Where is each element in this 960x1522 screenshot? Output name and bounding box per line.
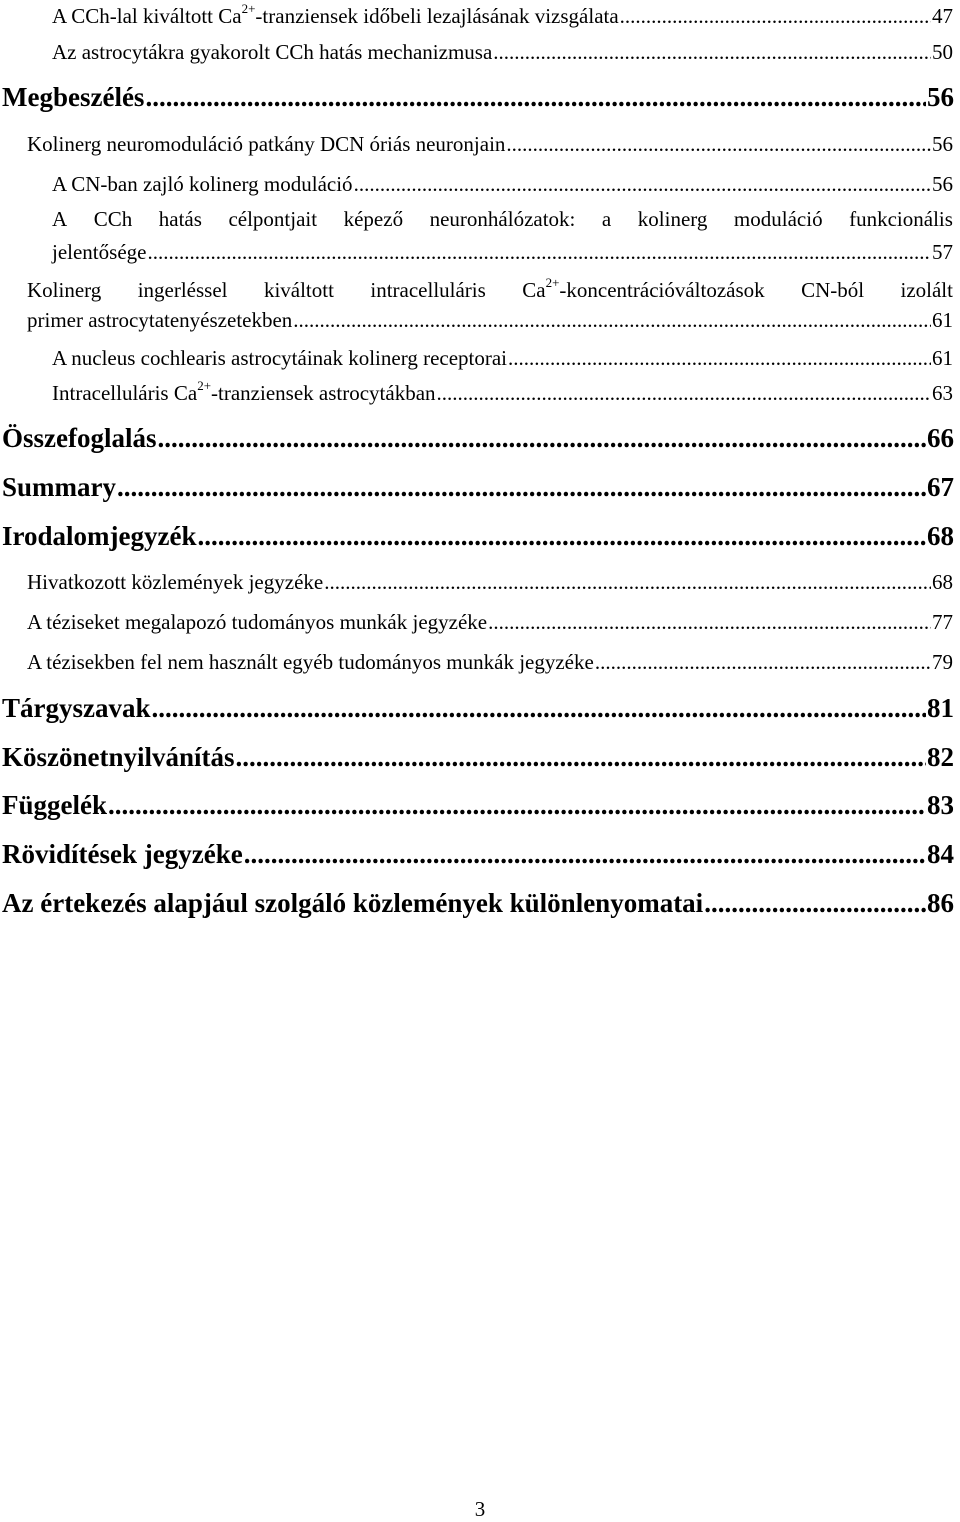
dot-leader (488, 610, 931, 635)
toc-chapter-title: Megbeszélés (2, 82, 145, 112)
toc-word: kolinerg (637, 207, 708, 231)
toc-entry-title: Kolinerg neuromoduláció patkány DCN óriás neuronjain (27, 132, 506, 156)
toc-word: $Ca^{2+}$-koncentrációváltozások (522, 275, 765, 302)
toc-chapter (2, 839, 954, 870)
toc-entry (27, 570, 953, 595)
toc-page-number: 63 (932, 381, 953, 405)
toc-page-number: 56 (927, 82, 954, 112)
toc-page-number: 66 (927, 423, 954, 453)
toc-chapter-title: Függelék (2, 790, 107, 820)
toc-word: A (52, 207, 68, 231)
dot-leader (158, 423, 927, 454)
toc-chapter-title: Összefoglalás (2, 423, 157, 453)
toc-entry-line (27, 275, 953, 303)
toc-chapter-title: Rövidítések jegyzéke (2, 839, 243, 869)
page-number: 3 (474, 1497, 486, 1521)
toc-entry (27, 132, 953, 157)
toc-word: ingerléssel (137, 278, 228, 302)
toc-chapter (2, 423, 954, 454)
toc-word: neuronhálózatok: (429, 207, 576, 231)
dot-leader (145, 82, 926, 113)
toc-page-number: 56 (932, 172, 953, 196)
dot-leader (117, 472, 926, 503)
dot-leader (595, 650, 931, 675)
toc-page-number: 79 (932, 650, 953, 674)
dot-leader (197, 521, 926, 552)
dot-leader (244, 839, 926, 870)
toc-chapter-title: Az értekezés alapjául szolgáló közlemények különlenyomatai (2, 888, 704, 918)
dot-leader (493, 40, 931, 65)
toc-entry-title: A CCh-lal kiváltott $Ca^{2+}$-tranziensek időbeli lezajlásának vizsgálata (52, 1, 619, 28)
toc-word: CN-ból (801, 278, 865, 302)
toc-entry (52, 240, 953, 265)
toc-page-number: 81 (927, 693, 954, 723)
dot-leader (324, 570, 931, 595)
toc-page-number: 67 (927, 472, 954, 502)
toc-entry (52, 172, 953, 197)
toc-page-number: 82 (927, 742, 954, 772)
toc-word: funkcionális (849, 207, 953, 231)
toc-word: Kolinerg (27, 278, 102, 302)
dot-leader (508, 346, 931, 371)
toc-entry (27, 650, 953, 675)
toc-page-number: 86 (927, 888, 954, 918)
toc-word: CCh (93, 207, 133, 231)
toc-chapter (2, 742, 954, 773)
toc-chapter (2, 888, 954, 919)
dot-leader (152, 693, 927, 724)
toc-page-number: 50 (932, 40, 953, 64)
dot-leader (236, 742, 926, 773)
toc-chapter (2, 521, 954, 552)
toc-entry-title: Intracelluláris $Ca^{2+}$-tranziensek astrocytákban (52, 378, 436, 405)
toc-chapter (2, 472, 954, 503)
toc-chapter-title: Irodalomjegyzék (2, 521, 197, 551)
toc-word: képező (343, 207, 404, 231)
toc-entry (52, 40, 953, 65)
toc-page-number: 56 (932, 132, 953, 156)
toc-entry-title: jelentősége (52, 240, 147, 264)
toc-entry-title: A tézisekben fel nem használt egyéb tudományos munkák jegyzéke (27, 650, 594, 674)
toc-chapter-title: Summary (2, 472, 116, 502)
toc-word: izolált (900, 278, 953, 302)
toc-page-number: 83 (927, 790, 954, 820)
toc-page-number: 84 (927, 839, 954, 869)
toc-entry (27, 610, 953, 635)
toc-word: célpontjait (228, 207, 318, 231)
dot-leader (293, 308, 931, 333)
toc-chapter (2, 693, 954, 724)
dot-leader (354, 172, 931, 197)
toc-entry (27, 308, 953, 333)
toc-entry-title: primer astrocytatenyészetekben (27, 308, 293, 332)
toc-entry (52, 1, 953, 29)
dot-leader (147, 240, 931, 265)
dot-leader (108, 790, 926, 821)
toc-chapter-title: Tárgyszavak (2, 693, 151, 723)
toc-entry-line (52, 207, 953, 232)
toc-entry-title: A CN-ban zajló kolinerg moduláció (52, 172, 353, 196)
toc-word: a (601, 207, 612, 231)
dot-leader (437, 381, 931, 406)
toc-page-number: 61 (932, 308, 953, 332)
dot-leader (620, 4, 931, 29)
toc-entry-title: Hivatkozott közlemények jegyzéke (27, 570, 324, 594)
toc-page-number: 68 (927, 521, 954, 551)
toc-entry (52, 378, 953, 406)
toc-chapter (2, 790, 954, 821)
toc-chapter (2, 82, 954, 113)
dot-leader (506, 132, 931, 157)
toc-page-number: 47 (932, 4, 953, 28)
toc-entry-title: Az astrocytákra gyakorolt CCh hatás mechanizmusa (52, 40, 493, 64)
toc-entry-title: A nucleus cochlearis astrocytáinak kolinerg receptorai (52, 346, 508, 370)
dot-leader (704, 888, 926, 919)
toc-chapter-title: Köszönetnyilvánítás (2, 742, 235, 772)
toc-page-number: 68 (932, 570, 953, 594)
toc-entry-title: A téziseket megalapozó tudományos munkák jegyzéke (27, 610, 488, 634)
toc-word: intracelluláris (370, 278, 486, 302)
toc-word: kiváltott (263, 278, 334, 302)
toc-page-number: 77 (932, 610, 953, 634)
toc-word: hatás (158, 207, 202, 231)
toc-page-number: 57 (932, 240, 953, 264)
toc-entry (52, 346, 953, 371)
toc-page-number: 61 (932, 346, 953, 370)
toc-word: moduláció (733, 207, 823, 231)
